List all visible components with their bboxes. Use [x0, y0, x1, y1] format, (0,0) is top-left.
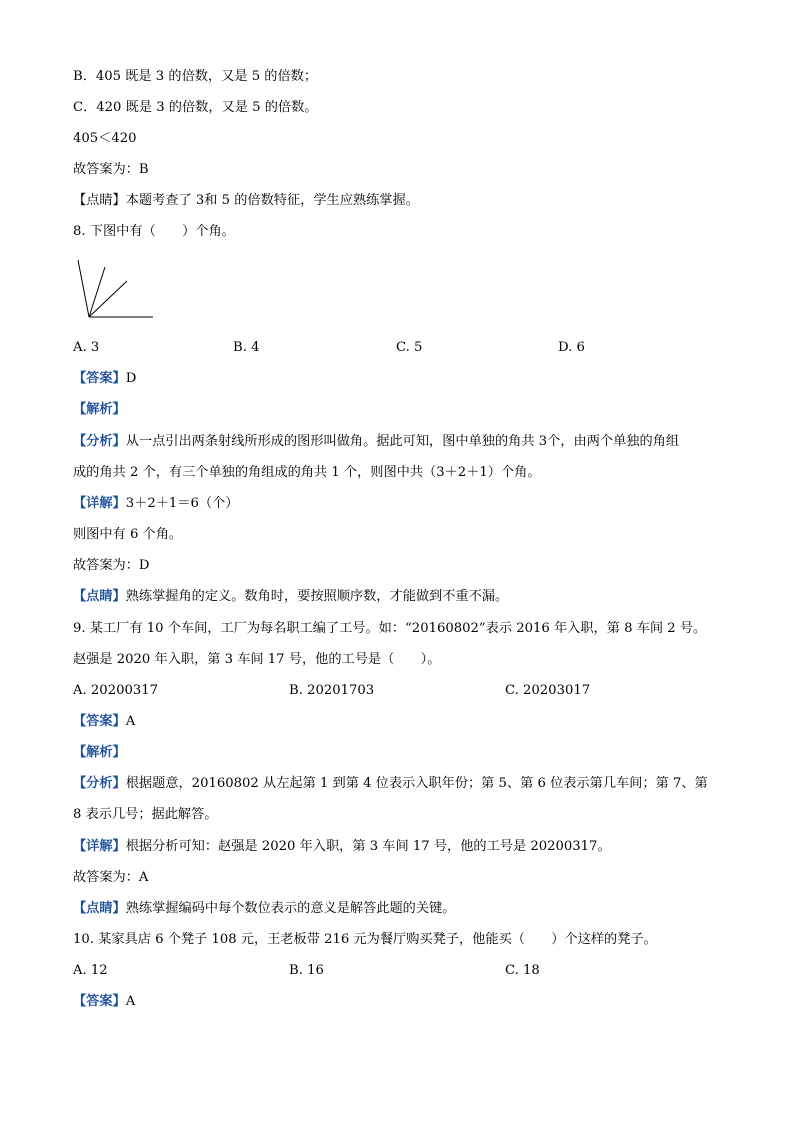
option-c: C. 20203017 — [505, 683, 591, 698]
answer-tag: 【答案】 — [73, 714, 126, 729]
text-line: 故答案为：D — [73, 558, 150, 573]
option-a: A. 20200317 — [73, 683, 159, 698]
answer-value: A — [125, 714, 136, 729]
text-line: 则图中有 6 个角。 — [73, 527, 183, 542]
answer-tag: 【答案】 — [73, 994, 126, 1009]
analysis-line — [73, 401, 126, 419]
option-d: D. 6 — [558, 340, 585, 355]
answer-line — [73, 713, 135, 731]
tip-text: 熟练掌握编码中每个数位表示的意义是解答此题的关键。 — [125, 901, 456, 916]
analysis-tag: 【解析】 — [73, 745, 126, 760]
text-line: 405＜420 — [73, 131, 137, 146]
fenxi-line — [73, 433, 679, 451]
detail-tag: 【详解】 — [73, 839, 126, 854]
text-line: 赵强是 2020 年入职，第 3 车间 17 号，他的工号是（ ）。 — [73, 652, 441, 667]
detail-line — [73, 495, 238, 513]
answer-value: A — [125, 994, 136, 1009]
answer-line — [73, 370, 136, 388]
text-line: 成的角共 2 个，有三个单独的角组成的角共 1 个，则图中共（3＋2＋1）个角。 — [73, 465, 541, 480]
option-a: A. 12 — [73, 963, 108, 978]
text-line: B．405 既是 3 的倍数，又是 5 的倍数； — [73, 69, 318, 84]
angle-figure — [73, 255, 163, 325]
option-b: B. 20201703 — [289, 683, 375, 698]
fenxi-tag: 【分析】 — [73, 776, 126, 791]
answer-line — [73, 993, 135, 1011]
analysis-line — [73, 744, 126, 762]
option-b: B. 4 — [233, 340, 260, 355]
tip-tag: 【点睛】 — [73, 901, 126, 916]
detail-text: 3＋2＋1＝6（个） — [125, 496, 239, 511]
fenxi-tag: 【分析】 — [73, 434, 126, 449]
text-line: 8 表示几号；据此解答。 — [73, 807, 218, 822]
detail-text: 根据分析可知：赵强是 2020 年入职，第 3 车间 17 号，他的工号是 20200317。 — [125, 839, 611, 854]
text-line: 故答案为：A — [73, 870, 149, 885]
answer-value: D — [125, 371, 137, 386]
detail-line — [73, 838, 611, 856]
option-c: C. 5 — [396, 340, 423, 355]
tip-line — [73, 900, 455, 918]
text-line: 故答案为：B — [73, 162, 149, 177]
fenxi-text: 从一点引出两条射线所形成的图形叫做角。据此可知，图中单独的角共 3个，由两个单独的角组 — [125, 434, 680, 449]
option-c: C. 18 — [505, 963, 540, 978]
question-8: 8. 下图中有（ ）个角。 — [73, 224, 235, 239]
question-10: 10. 某家具店 6 个凳子 108 元，王老板带 216 元为餐厅购买凳子，他能买（ ）个这样的凳子。 — [73, 932, 657, 947]
tip-line — [73, 588, 508, 606]
text-line: 【点睛】本题考查了 3和 5 的倍数特征，学生应熟练掌握。 — [73, 193, 419, 208]
option-b: B. 16 — [289, 963, 324, 978]
fenxi-text: 根据题意，20160802 从左起第 1 到第 4 位表示入职年份；第 5、第 6 位表示第几车间；第 7、第 — [125, 776, 708, 791]
ray-vertical — [78, 260, 89, 317]
tip-tag: 【点睛】 — [73, 589, 126, 604]
detail-tag: 【详解】 — [73, 496, 126, 511]
text-line: C．420 既是 3 的倍数，又是 5 的倍数。 — [73, 100, 318, 115]
question-9: 9. 某工厂有 10 个车间，工厂为每名职工编了工号。如：“20160802”表示 2016 年入职，第 8 车间 2 号。 — [73, 621, 707, 636]
tip-text: 熟练掌握角的定义。数角时，要按照顺序数，才能做到不重不漏。 — [125, 589, 509, 604]
answer-tag: 【答案】 — [73, 371, 126, 386]
analysis-tag: 【解析】 — [73, 402, 126, 417]
option-a: A. 3 — [73, 340, 100, 355]
fenxi-line — [73, 775, 708, 793]
